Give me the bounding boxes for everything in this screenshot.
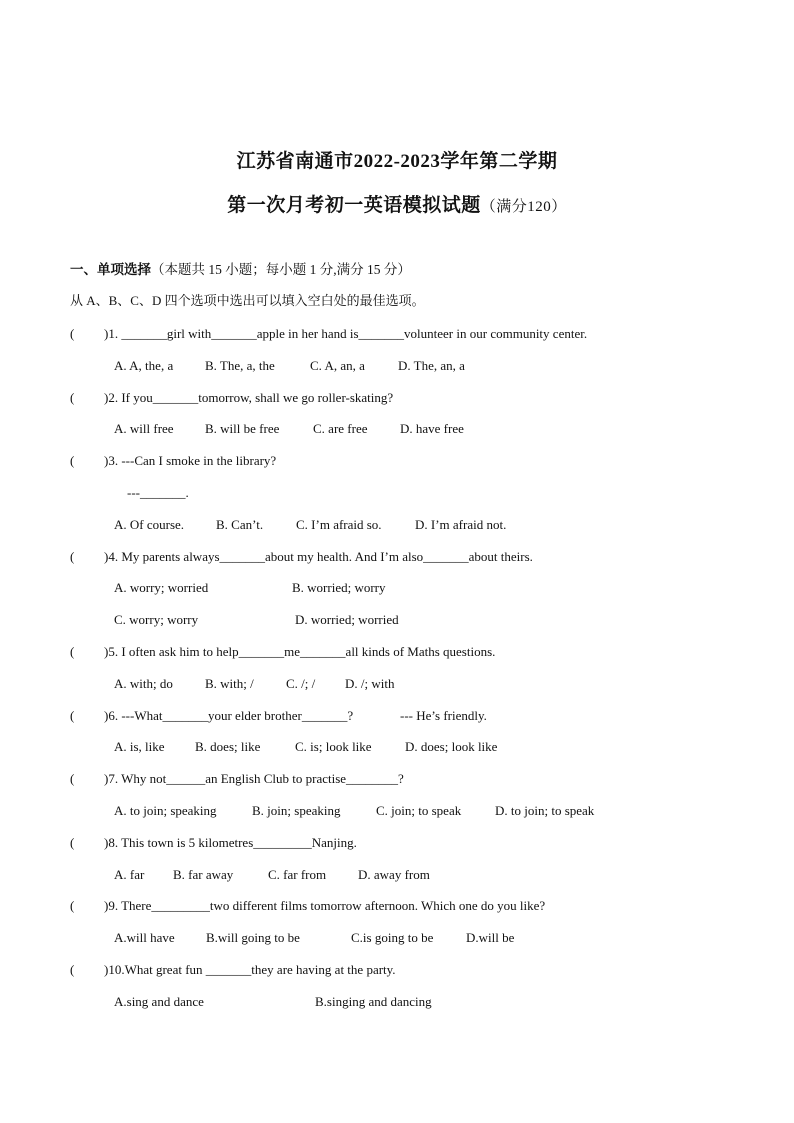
question-stem: )8. This town is 5 kilometres_________Nanjing.: [104, 835, 357, 850]
answer-paren: (: [70, 962, 75, 977]
question-stem: )5. I often ask him to help_______me_______all kinds of Maths questions.: [104, 644, 496, 659]
option-d: D. The, an, a: [398, 358, 465, 373]
question-6: [70, 708, 353, 724]
dialogue-reply: --- He’s friendly.: [400, 708, 487, 723]
question-10: [70, 962, 396, 978]
option-c: C. far from: [268, 867, 327, 882]
answer-paren: (: [70, 390, 75, 405]
option-b: B. will be free: [205, 421, 280, 436]
question-5: [70, 644, 495, 660]
option-d: D. /; with: [345, 676, 395, 691]
question-stem: )1. _______girl with_______apple in her hand is_______volunteer in our community center.: [104, 326, 588, 341]
option-a: A. far: [114, 867, 145, 882]
option-a: A. will free: [114, 421, 174, 436]
section-note: （本题共 15 小题；每小题 1 分,满分 15 分）: [151, 262, 411, 277]
option-c: C. A, an, a: [310, 358, 365, 373]
answer-paren: (: [70, 708, 75, 723]
option-d: D. does; look like: [405, 739, 498, 754]
question-stem: )6. ---What_______your elder brother_______?: [104, 708, 354, 723]
option-d: D. have free: [400, 421, 464, 436]
option-b: B. join; speaking: [252, 803, 341, 818]
option-d: D. away from: [358, 867, 430, 882]
answer-paren: (: [70, 898, 75, 913]
question-8: [70, 835, 357, 851]
option-a: A. with; do: [114, 676, 173, 691]
option-c: C.is going to be: [351, 930, 434, 945]
option-b: B.will going to be: [206, 930, 300, 945]
option-b: B. The, a, the: [205, 358, 275, 373]
option-a: A. to join; speaking: [114, 803, 217, 818]
answer-paren: (: [70, 644, 75, 659]
question-2: [70, 390, 393, 406]
option-d: D. to join; to speak: [495, 803, 595, 818]
question-stem: )9. There_________two different films tomorrow afternoon. Which one do you like?: [104, 898, 546, 913]
option-b: B. does; like: [195, 739, 261, 754]
option-b: B. with; /: [205, 676, 254, 691]
option-c: C. are free: [313, 421, 368, 436]
question-3: [70, 453, 276, 469]
option-c: C. join; to speak: [376, 803, 462, 818]
option-a: A. Of course.: [114, 517, 185, 532]
answer-paren: (: [70, 453, 75, 468]
option-b: B.singing and dancing: [315, 994, 432, 1009]
option-b: B. far away: [173, 867, 234, 882]
option-a: A.sing and dance: [114, 994, 204, 1009]
question-stem: )10.What great fun _______they are having at the party.: [104, 962, 396, 977]
option-c: C. is; look like: [295, 739, 372, 754]
full-score-note: （满分120）: [480, 199, 567, 215]
option-d: D. worried; worried: [295, 612, 399, 627]
option-d: D.will be: [466, 930, 515, 945]
section-heading: [70, 262, 411, 278]
option-a: A. is, like: [114, 739, 165, 754]
section-instruction: 从 A、B、C、D 四个选项中选出可以填入空白处的最佳选项。: [70, 293, 425, 308]
exam-title-text: 第一次月考初一英语模拟试题: [227, 195, 481, 216]
option-b: B. Can’t.: [216, 517, 264, 532]
option-d: D. I’m afraid not.: [415, 517, 507, 532]
exam-title-line1: 江苏省南通市2022-2023学年第二学期: [236, 151, 558, 172]
exam-title-line2: [0, 190, 794, 217]
option-c: C. /; /: [286, 676, 316, 691]
question-stem: )3. ---Can I smoke in the library?: [104, 453, 277, 468]
question-7: [70, 771, 404, 787]
option-a: A. A, the, a: [114, 358, 174, 373]
answer-paren: (: [70, 771, 75, 786]
question-stem: )7. Why not______an English Club to practise________?: [104, 771, 404, 786]
section-title: 一、单项选择: [70, 262, 151, 277]
option-b: B. worried; worry: [292, 580, 386, 595]
question-stem: )4. My parents always_______about my health. And I’m also_______about theirs.: [104, 549, 533, 564]
answer-paren: (: [70, 326, 75, 341]
question-9: [70, 898, 545, 914]
option-a: A. worry; worried: [114, 580, 209, 595]
question-stem: )2. If you_______tomorrow, shall we go roller-skating?: [104, 390, 394, 405]
question-1: [70, 326, 587, 342]
question-4: [70, 549, 533, 565]
option-c: C. I’m afraid so.: [296, 517, 382, 532]
option-c: C. worry; worry: [114, 612, 199, 627]
dialogue-answer-line: ---_______.: [127, 485, 189, 500]
option-a: A.will have: [114, 930, 175, 945]
answer-paren: (: [70, 549, 75, 564]
answer-paren: (: [70, 835, 75, 850]
